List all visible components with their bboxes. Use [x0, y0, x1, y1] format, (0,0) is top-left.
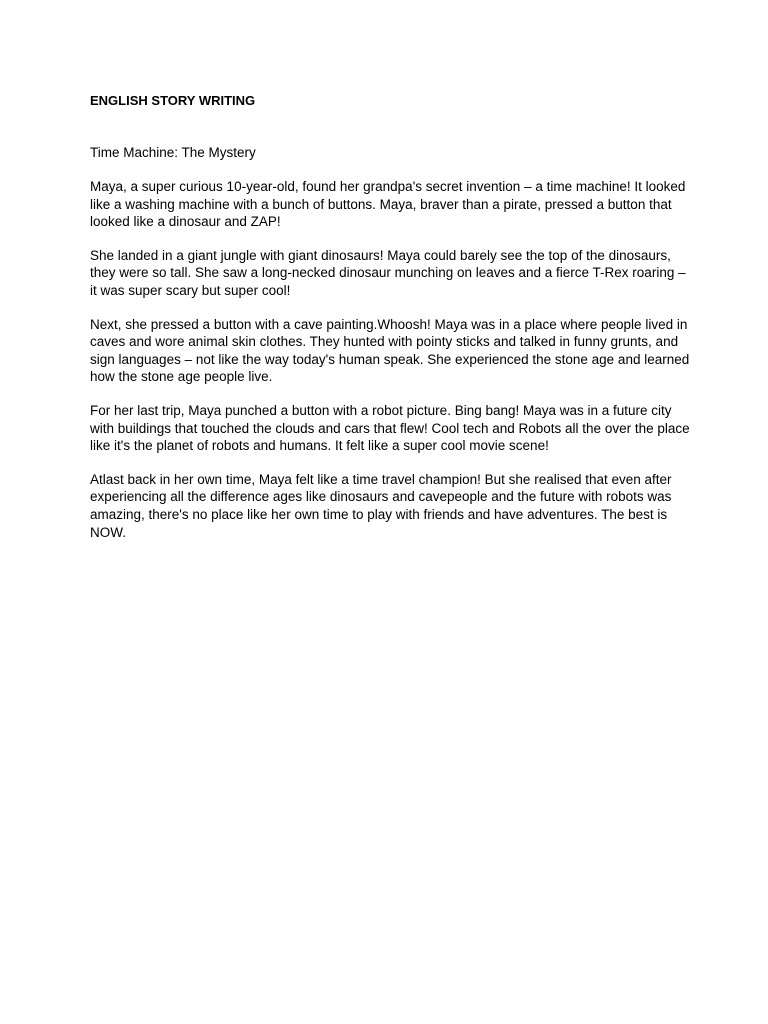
- document-body: [90, 92, 690, 541]
- story-paragraph-3: Next, she pressed a button with a cave painting.Whoosh! Maya was in a place where people lived in caves and wore animal skin clothes. They hunted with pointy sticks and talked in funny grunts, and sign languages – not like the way today's human speak. She experienced the stone age and learned how the stone age people live.: [90, 316, 690, 385]
- story-paragraph-2: She landed in a giant jungle with giant dinosaurs! Maya could barely see the top of the dinosaurs, they were so tall. She saw a long-necked dinosaur munching on leaves and a fierce T-Rex roaring – it was super scary but super cool!: [90, 247, 686, 298]
- story-title: Time Machine: The Mystery: [90, 145, 256, 160]
- story-paragraph-1: Maya, a super curious 10-year-old, found her grandpa's secret invention – a time machine! It looked like a washing machine with a bunch of buttons. Maya, braver than a pirate, pressed a button that looked like a dinosaur and ZAP!: [90, 179, 686, 230]
- story-paragraph-4: For her last trip, Maya punched a button with a robot picture. Bing bang! Maya was in a future city with buildings that touched the clouds and cars that flew! Cool tech and Robots all the over the place like it's the planet of robots and humans. It felt like a super cool movie scene!: [90, 402, 690, 454]
- story-paragraph-5: Atlast back in her own time, Maya felt like a time travel champion! But she realised that even after experiencing all the difference ages like dinosaurs and cavepeople and the future with robots was amazing, there's no place like her own time to play with friends and have adventures. The best is NOW.: [90, 471, 672, 540]
- document-heading: ENGLISH STORY WRITING: [90, 93, 256, 108]
